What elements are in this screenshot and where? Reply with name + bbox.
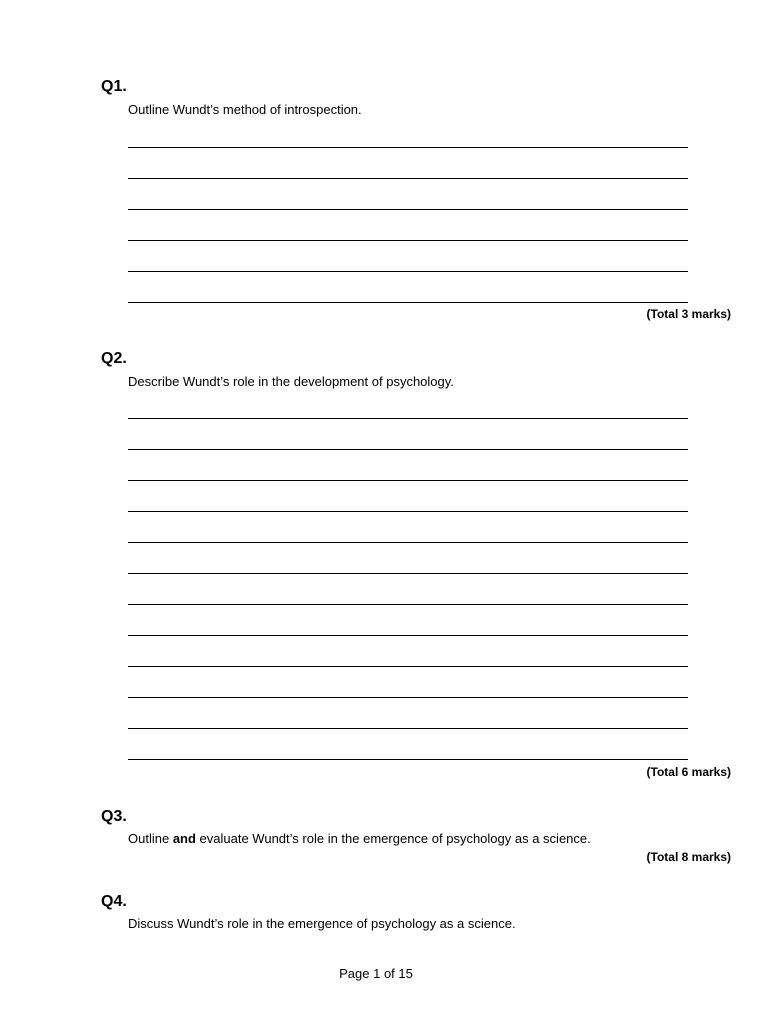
answer-line[interactable] [128,418,688,419]
question-2-marks: (Total 6 marks) [646,765,731,779]
question-1-number: Q1. [101,78,127,95]
question-1-prompt: Outline Wundt’s method of introspection. [128,102,362,117]
answer-line[interactable] [128,147,688,148]
question-3-marks: (Total 8 marks) [646,850,731,864]
question-3-prompt-end: evaluate Wundt’s role in the emergence of psychology as a science. [195,831,591,846]
question-2-prompt: Describe Wundt’s role in the development of psychology. [128,374,454,389]
answer-line[interactable] [128,666,688,667]
question-4-prompt: Discuss Wundt’s role in the emergence of psychology as a science. [128,916,516,931]
answer-line[interactable] [128,697,688,698]
answer-line[interactable] [128,449,688,450]
question-4-number: Q4. [101,893,127,910]
answer-line[interactable] [128,542,688,543]
question-3-prompt [128,831,591,846]
answer-line[interactable] [128,573,688,574]
answer-line[interactable] [128,635,688,636]
question-3-number: Q3. [101,808,127,825]
question-1-marks: (Total 3 marks) [646,307,731,321]
question-2-number: Q2. [101,350,127,367]
answer-line[interactable] [128,480,688,481]
answer-line[interactable] [128,178,688,179]
question-3-prompt-emphasis: and [172,831,196,846]
answer-line[interactable] [128,759,688,760]
answer-line[interactable] [128,604,688,605]
answer-line[interactable] [128,240,688,241]
answer-line[interactable] [128,209,688,210]
page-number: Page 1 of 15 [339,966,413,981]
question-3-prompt-start: Outline [128,831,173,846]
answer-line[interactable] [128,728,688,729]
answer-line[interactable] [128,302,688,303]
answer-line[interactable] [128,271,688,272]
answer-line[interactable] [128,511,688,512]
